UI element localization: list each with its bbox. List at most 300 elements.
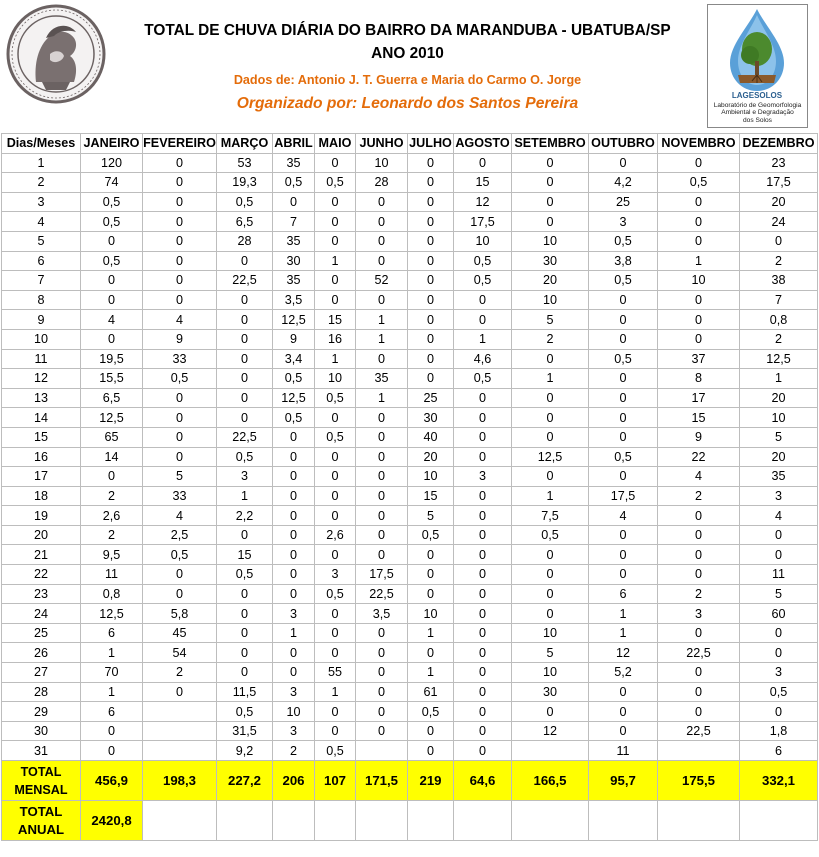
rain-value-cell: 0 [512,173,589,193]
monthly-total-cell: 166,5 [512,761,589,801]
day-cell: 29 [2,702,81,722]
rain-value-cell: 0 [315,271,356,291]
table-row [2,702,818,722]
rain-value-cell: 17,5 [589,486,658,506]
rain-value-cell: 30 [408,408,454,428]
rain-value-cell: 0 [356,663,408,683]
rain-value-cell: 0 [454,153,512,173]
rain-value-cell: 0 [143,388,217,408]
rain-value-cell: 1 [408,663,454,683]
rain-value-cell: 0 [356,212,408,232]
rain-value-cell: 0 [512,408,589,428]
rain-value-cell: 0,5 [589,349,658,369]
day-cell: 18 [2,486,81,506]
rain-value-cell: 1 [454,329,512,349]
rain-value-cell: 15 [217,545,273,565]
rain-value-cell: 2 [143,663,217,683]
rain-value-cell: 2,6 [81,506,143,526]
rain-value-cell: 2,5 [143,525,217,545]
rain-value-cell: 0 [589,467,658,487]
rain-value-cell: 0 [589,369,658,389]
rain-value-cell: 0 [512,467,589,487]
data-source: Dados de: Antonio J. T. Guerra e Maria do Carmo O. Jorge [233,73,582,87]
rain-value-cell: 0 [658,290,740,310]
rain-value-cell: 35 [273,271,315,291]
rain-value-cell: 0,5 [315,584,356,604]
rain-value-cell: 0 [273,427,315,447]
rain-value-cell: 0,5 [217,702,273,722]
lab-name-line-2: Ambiental e Degradação [721,109,794,117]
table-header-row [2,134,818,154]
rain-value-cell: 35 [273,231,315,251]
day-cell: 5 [2,231,81,251]
rain-value-cell: 2 [81,486,143,506]
rain-value-cell: 0 [454,486,512,506]
empty-cell [454,801,512,841]
rain-value-cell: 0 [658,310,740,330]
rain-value-cell: 0 [512,584,589,604]
rain-value-cell: 10 [512,290,589,310]
day-cell: 27 [2,663,81,683]
rain-value-cell: 0 [512,349,589,369]
table-row [2,310,818,330]
rain-value-cell: 28 [356,173,408,193]
rain-value-cell: 0 [81,721,143,741]
day-cell: 13 [2,388,81,408]
rain-value-cell: 0 [740,702,818,722]
rainfall-table [1,133,818,841]
rain-value-cell: 0 [315,604,356,624]
table-row [2,329,818,349]
rain-value-cell: 10 [408,604,454,624]
rain-value-cell: 0 [408,290,454,310]
rain-value-cell: 0,5 [217,447,273,467]
rain-value-cell: 0 [143,251,217,271]
rain-value-cell: 3 [315,565,356,585]
day-cell: 9 [2,310,81,330]
rain-value-cell: 31,5 [217,721,273,741]
rain-value-cell: 0 [273,565,315,585]
header-month: ABRIL [273,134,315,154]
table-row [2,388,818,408]
annual-total-label-line-2: ANUAL [17,821,65,837]
table-row [2,525,818,545]
rain-value-cell: 0 [143,231,217,251]
day-cell: 12 [2,369,81,389]
water-drop-tree-icon [708,5,807,101]
rain-value-cell: 0 [454,623,512,643]
rain-value-cell: 4 [658,467,740,487]
rain-value-cell: 0 [356,192,408,212]
rain-value-cell: 1 [589,604,658,624]
rain-value-cell: 2,6 [315,525,356,545]
rain-value-cell: 7,5 [512,506,589,526]
empty-cell [143,801,217,841]
monthly-total-cell: 198,3 [143,761,217,801]
rain-value-cell: 0 [658,545,740,565]
day-cell: 19 [2,506,81,526]
rain-value-cell: 3,5 [356,604,408,624]
rain-value-cell: 0,5 [408,525,454,545]
rain-value-cell: 0,5 [454,271,512,291]
empty-cell [658,801,740,841]
rain-value-cell: 1,8 [740,721,818,741]
rain-value-cell: 0,5 [512,525,589,545]
rain-value-cell: 1 [217,486,273,506]
rain-value-cell: 0 [315,545,356,565]
rain-value-cell: 1 [81,643,143,663]
day-cell: 21 [2,545,81,565]
rain-value-cell: 0 [315,702,356,722]
day-cell: 20 [2,525,81,545]
lab-name-line-1: Laboratório de Geomorfologia [713,102,802,109]
rain-value-cell: 0 [512,604,589,624]
rain-value-cell: 12 [454,192,512,212]
rain-value-cell: 22,5 [217,427,273,447]
rain-value-cell: 33 [143,486,217,506]
rain-value-cell: 30 [512,682,589,702]
rain-value-cell: 5,2 [589,663,658,683]
rain-value-cell: 3 [589,212,658,232]
rain-value-cell: 0 [217,369,273,389]
rain-value-cell: 0 [408,192,454,212]
rain-value-cell: 0 [315,643,356,663]
rain-value-cell: 2 [273,741,315,761]
monthly-total-cell: 175,5 [658,761,740,801]
monthly-total-cell: 227,2 [217,761,273,801]
rain-value-cell: 0 [143,447,217,467]
rain-value-cell: 9 [273,329,315,349]
rain-value-cell: 6 [81,623,143,643]
rain-value-cell: 17 [658,388,740,408]
rain-value-cell: 0 [658,682,740,702]
table-row [2,290,818,310]
rain-value-cell: 0 [356,545,408,565]
rain-value-cell: 0,5 [454,251,512,271]
rain-value-cell: 1 [589,623,658,643]
header-month: JULHO [408,134,454,154]
table-row [2,271,818,291]
rain-value-cell: 15,5 [81,369,143,389]
rain-value-cell: 0 [273,545,315,565]
rain-value-cell: 0 [143,565,217,585]
rain-value-cell: 4 [81,310,143,330]
rain-value-cell: 0 [740,545,818,565]
rain-value-cell: 53 [217,153,273,173]
empty-cell [217,801,273,841]
rain-value-cell: 4 [143,310,217,330]
rain-value-cell: 5 [408,506,454,526]
rain-value-cell: 17,5 [356,565,408,585]
rain-value-cell: 35 [356,369,408,389]
rain-value-cell: 25 [408,388,454,408]
empty-cell [315,801,356,841]
rain-value-cell: 12,5 [512,447,589,467]
rain-value-cell: 0 [512,388,589,408]
rain-value-cell: 0 [315,212,356,232]
rain-value-cell: 0,5 [454,369,512,389]
rain-value-cell: 0 [315,447,356,467]
day-cell: 15 [2,427,81,447]
rain-value-cell: 0,5 [273,173,315,193]
rain-value-cell: 8 [658,369,740,389]
annual-total-value: 2420,8 [81,801,143,841]
rain-value-cell: 11 [81,565,143,585]
rain-value-cell: 0 [658,506,740,526]
rain-value-cell: 0 [217,408,273,428]
rain-value-cell: 0 [408,173,454,193]
table-row [2,467,818,487]
rain-value-cell: 0 [408,251,454,271]
rain-value-cell: 0 [315,231,356,251]
rain-value-cell: 12,5 [740,349,818,369]
rain-value-cell: 0,5 [217,192,273,212]
rain-value-cell: 0,5 [658,173,740,193]
rain-value-cell: 0 [454,545,512,565]
rain-value-cell: 15 [658,408,740,428]
rain-value-cell: 0 [454,447,512,467]
table-row [2,192,818,212]
rain-value-cell: 0 [658,329,740,349]
rain-value-cell: 35 [740,467,818,487]
rain-value-cell: 0 [740,623,818,643]
rain-value-cell: 0 [356,682,408,702]
rain-value-cell: 70 [81,663,143,683]
rain-value-cell: 0 [356,231,408,251]
rain-value-cell: 0 [217,643,273,663]
rain-value-cell: 12,5 [81,604,143,624]
rain-value-cell: 22,5 [658,721,740,741]
rain-value-cell: 3 [740,663,818,683]
rain-value-cell: 0 [589,525,658,545]
rain-value-cell: 17,5 [454,212,512,232]
rain-value-cell: 0 [408,153,454,173]
rain-value-cell: 0,5 [315,427,356,447]
rain-value-cell: 0,5 [408,702,454,722]
rain-value-cell: 120 [81,153,143,173]
rain-value-cell: 0 [658,702,740,722]
rain-value-cell: 15 [454,173,512,193]
day-cell: 25 [2,623,81,643]
rain-value-cell: 0 [454,388,512,408]
rain-value-cell: 0 [217,290,273,310]
rain-value-cell: 0 [273,447,315,467]
empty-cell [512,801,589,841]
rain-value-cell: 0 [217,388,273,408]
rain-value-cell: 0 [658,663,740,683]
rain-value-cell: 9 [143,329,217,349]
table-row [2,251,818,271]
rain-value-cell: 10 [408,467,454,487]
monthly-total-cell: 64,6 [454,761,512,801]
day-cell: 7 [2,271,81,291]
header-month: AGOSTO [454,134,512,154]
rain-value-cell: 0 [454,702,512,722]
table-row [2,565,818,585]
table-row [2,369,818,389]
rain-value-cell: 0 [454,427,512,447]
rain-value-cell: 61 [408,682,454,702]
rain-value-cell: 0 [589,329,658,349]
rain-value-cell: 0 [408,231,454,251]
rain-value-cell: 14 [81,447,143,467]
rain-value-cell: 0,5 [589,271,658,291]
rain-value-cell: 22,5 [356,584,408,604]
rain-value-cell: 3,5 [273,290,315,310]
table-row [2,721,818,741]
rain-value-cell: 0 [273,486,315,506]
rain-value-cell: 4 [143,506,217,526]
rain-value-cell: 0 [589,545,658,565]
rain-value-cell: 0 [217,663,273,683]
rain-value-cell: 6 [589,584,658,604]
rain-value-cell: 1 [315,349,356,369]
rain-value-cell: 16 [315,329,356,349]
rain-value-cell: 0,5 [740,682,818,702]
rain-value-cell: 9,5 [81,545,143,565]
rain-value-cell: 0,5 [217,565,273,585]
rain-value-cell: 1 [740,369,818,389]
table-row [2,741,818,761]
table-row [2,604,818,624]
monthly-total-cell: 107 [315,761,356,801]
rain-value-cell: 0 [315,506,356,526]
rain-value-cell: 0 [454,310,512,330]
rain-value-cell: 24 [740,212,818,232]
rain-value-cell: 0 [454,721,512,741]
rain-value-cell: 0 [408,329,454,349]
rain-value-cell: 0 [356,251,408,271]
rain-value-cell: 17,5 [740,173,818,193]
annual-total-row [2,801,818,841]
rain-value-cell: 20 [740,388,818,408]
rain-value-cell: 0 [408,369,454,389]
rain-value-cell: 0 [273,192,315,212]
rain-value-cell: 0 [217,329,273,349]
monthly-total-cell: 219 [408,761,454,801]
rain-value-cell: 0 [143,173,217,193]
monthly-total-label-line-1: TOTAL [20,764,62,779]
rain-value-cell: 1 [356,310,408,330]
rain-value-cell: 15 [408,486,454,506]
rain-value-cell: 0 [143,192,217,212]
rain-value-cell: 45 [143,623,217,643]
rain-value-cell [356,741,408,761]
rain-value-cell: 0 [512,212,589,232]
rain-value-cell: 5 [512,643,589,663]
day-cell: 22 [2,565,81,585]
day-cell: 26 [2,643,81,663]
rain-value-cell: 0 [589,408,658,428]
lagesolos-arc-text: LAGESOLOS [731,91,783,100]
rain-value-cell: 0 [273,506,315,526]
rain-value-cell: 2 [740,329,818,349]
rain-value-cell: 0 [658,525,740,545]
rain-value-cell: 0 [315,721,356,741]
rain-value-cell: 20 [740,447,818,467]
rain-value-cell: 0 [356,290,408,310]
rain-value-cell: 0 [217,584,273,604]
rain-value-cell: 0 [454,741,512,761]
rain-value-cell: 0 [589,153,658,173]
rain-value-cell: 11,5 [217,682,273,702]
rain-value-cell: 20 [408,447,454,467]
rain-value-cell: 0 [143,153,217,173]
rain-value-cell: 12,5 [273,388,315,408]
rain-value-cell: 1 [315,251,356,271]
rain-value-cell: 3 [217,467,273,487]
rain-value-cell: 4 [589,506,658,526]
rain-value-cell: 0 [589,310,658,330]
day-cell: 17 [2,467,81,487]
rain-value-cell: 65 [81,427,143,447]
day-cell: 28 [2,682,81,702]
rain-value-cell: 2 [512,329,589,349]
header-month: SETEMBRO [512,134,589,154]
rain-value-cell: 74 [81,173,143,193]
rain-value-cell: 0 [356,721,408,741]
rain-value-cell: 9 [658,427,740,447]
rain-value-cell: 7 [740,290,818,310]
rain-value-cell: 0 [81,271,143,291]
rain-value-cell: 10 [315,369,356,389]
empty-cell [273,801,315,841]
rain-value-cell: 0 [356,349,408,369]
rain-value-cell: 0,8 [81,584,143,604]
rain-value-cell: 0 [589,565,658,585]
rain-value-cell: 0,5 [143,545,217,565]
rain-value-cell: 0 [658,153,740,173]
header-month: JANEIRO [81,134,143,154]
rain-value-cell: 0 [454,604,512,624]
rain-value-cell: 7 [273,212,315,232]
rain-value-cell: 5 [740,584,818,604]
rain-value-cell [143,741,217,761]
rain-value-cell: 0 [81,467,143,487]
rain-value-cell: 1 [81,682,143,702]
rain-value-cell: 0 [658,623,740,643]
rain-value-cell: 20 [740,192,818,212]
rain-value-cell: 2 [658,486,740,506]
day-cell: 30 [2,721,81,741]
rain-value-cell: 10 [273,702,315,722]
rain-value-cell: 30 [273,251,315,271]
rain-value-cell: 10 [512,231,589,251]
rain-value-cell: 0 [589,702,658,722]
rain-value-cell: 0 [408,721,454,741]
rain-value-cell: 0 [356,643,408,663]
rain-value-cell: 35 [273,153,315,173]
rain-value-cell: 54 [143,643,217,663]
monthly-total-cell: 95,7 [589,761,658,801]
day-cell: 24 [2,604,81,624]
rain-value-cell: 0 [740,231,818,251]
rain-value-cell: 0 [454,584,512,604]
rain-value-cell: 10 [658,271,740,291]
rain-value-cell: 0 [143,584,217,604]
rain-value-cell: 0,5 [589,231,658,251]
rain-value-cell: 0 [589,290,658,310]
table-row [2,643,818,663]
rain-value-cell: 0 [408,271,454,291]
rain-value-cell: 22,5 [658,643,740,663]
rain-value-cell: 52 [356,271,408,291]
organizer-credit: Organizado por: Leonardo dos Santos Pereira [236,95,579,112]
table-row [2,349,818,369]
rain-value-cell: 3 [454,467,512,487]
rain-value-cell: 19,3 [217,173,273,193]
annual-total-label [2,801,81,841]
